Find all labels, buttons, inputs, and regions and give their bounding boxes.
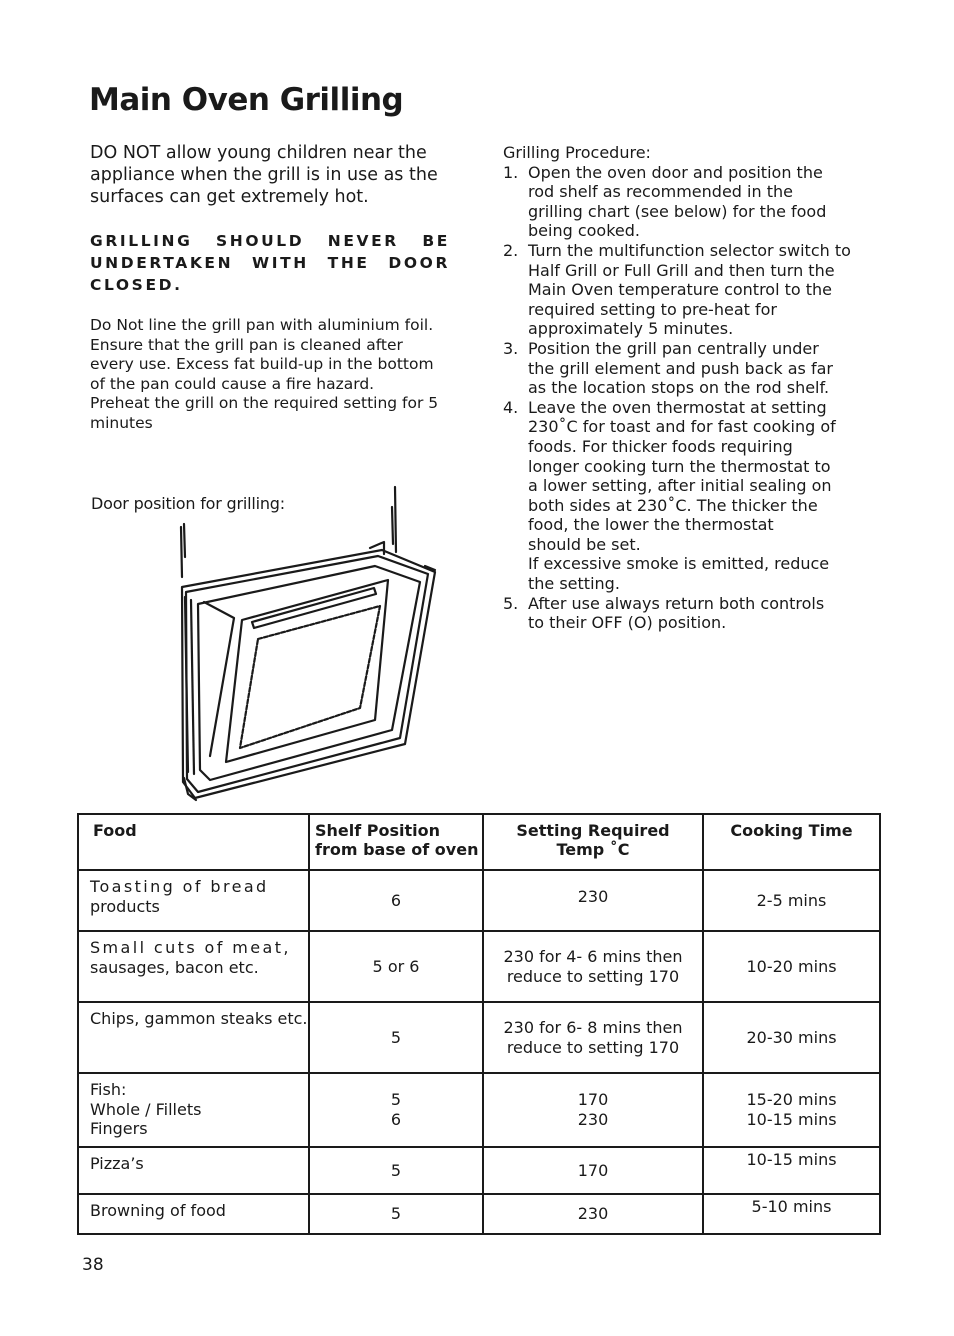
time-value: 10-20 mins bbox=[746, 956, 837, 976]
setting-value: 230 bbox=[577, 1204, 609, 1224]
step-line: grilling chart (see below) for the food bbox=[528, 201, 827, 221]
cell-food bbox=[78, 931, 309, 1002]
cell-food bbox=[78, 870, 309, 931]
table-row bbox=[78, 1002, 880, 1073]
shelf-value: 6 bbox=[390, 1110, 402, 1129]
page-number: 38 bbox=[82, 1255, 104, 1275]
foil-note: Do Not line the grill pan with aluminium foil. bbox=[90, 316, 434, 334]
setting-value: 170 bbox=[577, 1160, 609, 1180]
food-line: Chips, gammon steaks etc. bbox=[90, 1009, 308, 1028]
step-line: food, the lower the thermostat bbox=[528, 515, 774, 535]
setting-value: 230 bbox=[577, 887, 609, 906]
time-value: 20-30 mins bbox=[746, 1027, 837, 1047]
shelf-value: 5 bbox=[390, 1160, 402, 1180]
food-line: sausages, bacon etc. bbox=[90, 957, 259, 977]
cell-time bbox=[703, 1147, 880, 1194]
cell-shelf bbox=[309, 1147, 483, 1194]
step-line: longer cooking turn the thermostat to bbox=[528, 456, 831, 476]
setting-value: 230 bbox=[577, 1110, 609, 1129]
cell-shelf bbox=[309, 931, 483, 1002]
food-line: products bbox=[90, 896, 160, 916]
cell-time bbox=[703, 931, 880, 1002]
cell-time bbox=[703, 1073, 880, 1147]
food-line: Whole / Fillets bbox=[90, 1099, 202, 1119]
procedure-step bbox=[503, 398, 873, 594]
cell-setting bbox=[483, 1147, 703, 1194]
step-line: the setting. bbox=[528, 574, 620, 594]
setting-value: reduce to setting 170 bbox=[506, 1037, 680, 1057]
time-value: 15-20 mins bbox=[746, 1090, 837, 1110]
table-row bbox=[78, 1147, 880, 1194]
cleaning-note: Ensure that the grill pan is cleaned after every use. Excess fat build-up in the bottom of the pan could cause a fire hazard. bbox=[90, 335, 434, 393]
step-line: a lower setting, after initial sealing on bbox=[528, 476, 832, 496]
cell-food bbox=[78, 1194, 309, 1234]
step-line: Half Grill or Full Grill and then turn the bbox=[528, 260, 835, 280]
step-number: 4. bbox=[503, 397, 519, 417]
cell-setting bbox=[483, 931, 703, 1002]
table-row bbox=[78, 870, 880, 931]
grill-pan-notes bbox=[90, 316, 450, 434]
step-line: as the location stops on the rod shelf. bbox=[528, 378, 830, 398]
cell-time bbox=[703, 1194, 880, 1234]
setting-value: reduce to setting 170 bbox=[506, 966, 680, 986]
food-line: Fingers bbox=[90, 1119, 148, 1139]
header-shelf-line: from base of oven bbox=[315, 840, 479, 859]
time-value: 10-15 mins bbox=[746, 1150, 837, 1169]
table-row bbox=[78, 931, 880, 1002]
step-line: Open the oven door and position the bbox=[528, 162, 823, 182]
step-number: 5. bbox=[503, 593, 519, 613]
time-value: 10-15 mins bbox=[746, 1110, 837, 1129]
safety-notes bbox=[90, 142, 450, 434]
step-number: 1. bbox=[503, 162, 519, 182]
food-line: Fish: bbox=[90, 1080, 127, 1099]
setting-value: 230 for 4- 6 mins then bbox=[503, 946, 683, 966]
step-line: required setting to pre-heat for bbox=[528, 299, 777, 319]
page-title: Main Oven Grilling bbox=[89, 82, 404, 118]
cell-food bbox=[78, 1073, 309, 1147]
procedure-step bbox=[503, 594, 873, 633]
step-line: the grill element and push back as far bbox=[528, 358, 833, 378]
cell-shelf bbox=[309, 1002, 483, 1073]
procedure-step bbox=[503, 339, 873, 398]
step-number: 3. bbox=[503, 338, 519, 358]
table-header-row bbox=[78, 814, 880, 870]
shelf-value: 5 or 6 bbox=[372, 956, 420, 976]
cell-food bbox=[78, 1002, 309, 1073]
grilling-procedure bbox=[503, 143, 873, 633]
procedure-steps bbox=[503, 163, 873, 633]
cell-shelf bbox=[309, 870, 483, 931]
oven-door-illustration bbox=[170, 482, 450, 807]
cell-shelf bbox=[309, 1194, 483, 1234]
procedure-title: Grilling Procedure: bbox=[503, 143, 651, 162]
table-row bbox=[78, 1194, 880, 1234]
cell-setting bbox=[483, 870, 703, 931]
food-line: Toasting of bread bbox=[90, 877, 269, 896]
setting-value: 170 bbox=[577, 1090, 609, 1110]
cell-setting bbox=[483, 1073, 703, 1147]
table-row bbox=[78, 1073, 880, 1147]
cell-setting bbox=[483, 1002, 703, 1073]
step-line: to their OFF (O) position. bbox=[528, 613, 727, 633]
shelf-value: 6 bbox=[390, 890, 402, 910]
cell-shelf bbox=[309, 1073, 483, 1147]
step-line: After use always return both controls bbox=[528, 593, 825, 613]
step-line: being cooked. bbox=[528, 221, 640, 241]
procedure-step bbox=[503, 241, 873, 339]
step-line: 230˚C for toast and for fast cooking of bbox=[528, 417, 836, 437]
cell-time bbox=[703, 1002, 880, 1073]
grilling-chart bbox=[77, 813, 881, 1235]
step-line: approximately 5 minutes. bbox=[528, 319, 734, 339]
procedure-step bbox=[503, 163, 873, 241]
time-value: 5-10 mins bbox=[751, 1197, 832, 1216]
shelf-value: 5 bbox=[390, 1204, 402, 1224]
cell-food bbox=[78, 1147, 309, 1194]
children-warning: DO NOT allow young children near the appliance when the grill is in use as the surfaces can get extremely hot. bbox=[90, 143, 438, 207]
step-line: foods. For thicker foods requiring bbox=[528, 436, 793, 456]
cell-setting bbox=[483, 1194, 703, 1234]
header-setting bbox=[483, 814, 703, 870]
step-line: rod shelf as recommended in the bbox=[528, 182, 793, 202]
time-value: 2-5 mins bbox=[756, 890, 827, 910]
shelf-value: 5 bbox=[390, 1090, 402, 1110]
step-line: Main Oven temperature control to the bbox=[528, 280, 833, 300]
food-line: Pizza’s bbox=[90, 1154, 144, 1173]
cell-time bbox=[703, 870, 880, 931]
step-line: Position the grill pan centrally under bbox=[528, 338, 819, 358]
food-line: Small cuts of meat, bbox=[90, 938, 291, 957]
step-line: both sides at 230˚C. The thicker the bbox=[528, 495, 818, 515]
step-line: should be set. bbox=[528, 534, 641, 554]
header-shelf-position bbox=[309, 814, 483, 870]
step-line: Leave the oven thermostat at setting bbox=[528, 397, 827, 417]
header-setting-line: Temp ˚C bbox=[556, 840, 630, 859]
door-position-label: Door position for grilling: bbox=[91, 494, 285, 513]
setting-value: 230 for 6- 8 mins then bbox=[503, 1017, 683, 1037]
shelf-value: 5 bbox=[390, 1027, 402, 1047]
preheat-note: Preheat the grill on the required setting for 5 minutes bbox=[90, 394, 439, 432]
step-line: If excessive smoke is emitted, reduce bbox=[528, 554, 830, 574]
door-closed-warning: GRILLING SHOULD NEVER BE UNDERTAKEN WITH THE DOOR CLOSED. bbox=[90, 232, 450, 294]
header-food: Food bbox=[78, 814, 309, 870]
header-shelf-line: Shelf Position bbox=[315, 821, 441, 840]
step-line: Turn the multifunction selector switch to bbox=[528, 240, 851, 260]
step-number: 2. bbox=[503, 240, 519, 260]
header-cooking-time: Cooking Time bbox=[703, 814, 880, 870]
food-line: Browning of food bbox=[90, 1201, 226, 1220]
header-setting-line: Setting Required bbox=[516, 821, 670, 840]
